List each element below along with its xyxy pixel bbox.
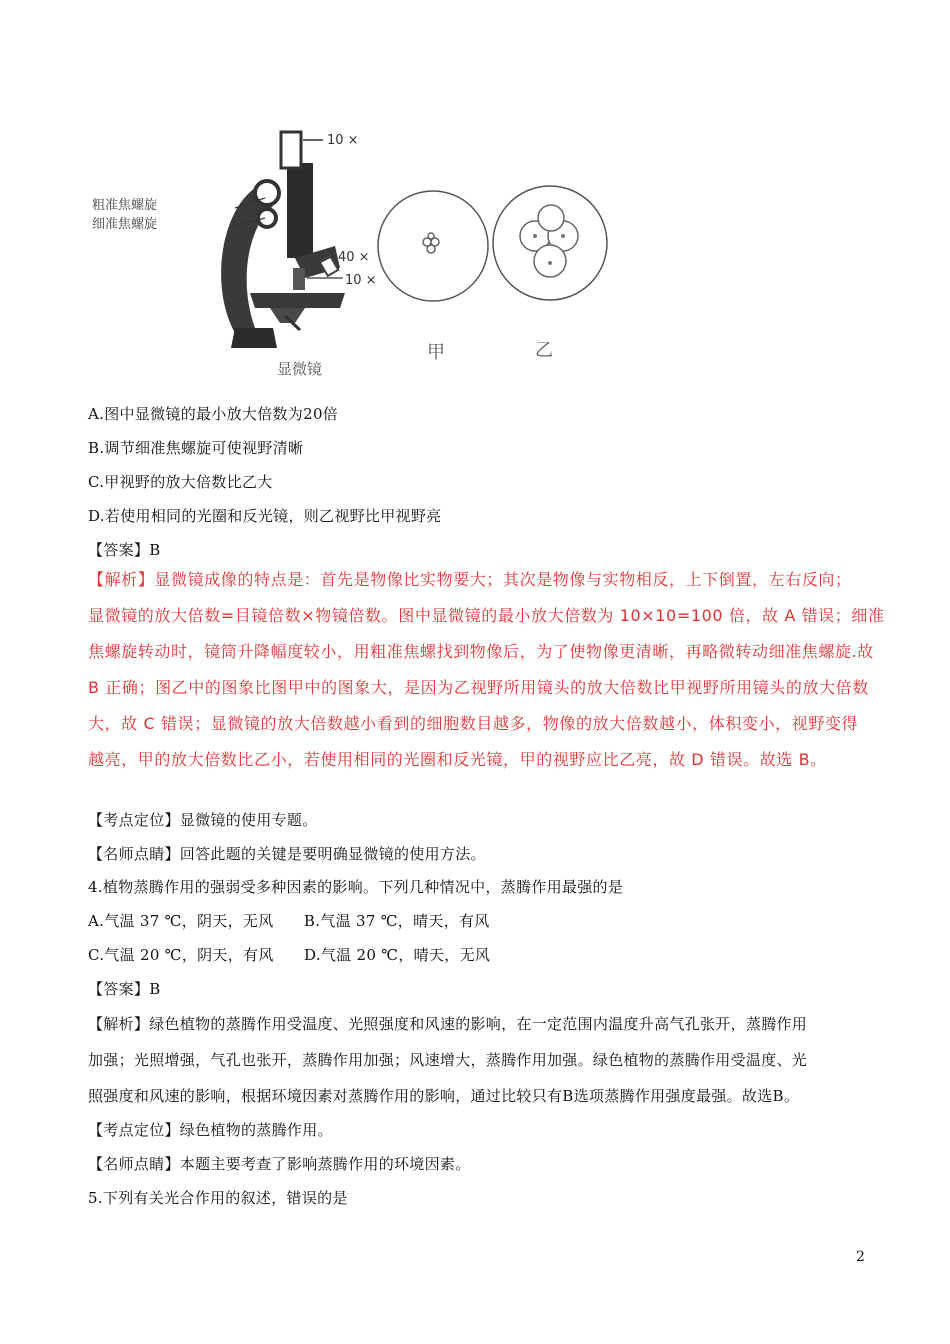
caption-field-b: 乙 (535, 340, 553, 361)
stage (250, 293, 345, 308)
q3-mingshi: 【名师点睛】回答此题的关键是要明确显微镜的使用方法。 (88, 845, 486, 863)
q3-analysis-line: 大，故 C 错误；显微镜的放大倍数越小看到的细胞数目越多，物像的放大倍数越小，体积变小，视野变得 (88, 714, 859, 733)
callout-objective-high: 40 × (338, 250, 370, 265)
microscope-figure-svg (195, 118, 615, 383)
q3-kaodian: 【考点定位】显微镜的使用专题。 (88, 811, 318, 829)
q4-stem: 4.植物蒸腾作用的强弱受多种因素的影响。下列几种情况中，蒸腾作用最强的是 (88, 878, 624, 896)
q4-analysis-line: 加强；光照增强，气孔也张开，蒸腾作用加强；风速增大，蒸腾作用加强。绿色植物的蒸腾作用受温度、光 (88, 1051, 808, 1069)
fine-knob (258, 209, 276, 227)
page-number: 2 (856, 1249, 865, 1265)
eyepiece (281, 132, 301, 168)
caption-microscope: 显微镜 (277, 360, 323, 378)
q3-option-a: A.图中显微镜的最小放大倍数为20倍 (88, 405, 339, 423)
microscope-base (231, 328, 277, 348)
q4-analysis-line: 【解析】绿色植物的蒸腾作用受温度、光照强度和风速的影响，在一定范围内温度升高气孔张开，蒸腾作用 (88, 1015, 808, 1033)
q3-answer: 【答案】B (88, 541, 161, 559)
coarse-knob (255, 181, 279, 205)
q3-analysis-line: 【解析】显微镜成像的特点是：首先是物像比实物要大；其次是物像与实物相反，上下倒置，左右反向； (88, 570, 852, 589)
q3-option-d: D.若使用相同的光圈和反光镜，则乙视野比甲视野亮 (88, 507, 442, 525)
q5-stem: 5.下列有关光合作用的叙述，错误的是 (88, 1189, 348, 1207)
label-coarse-knob: 粗准焦螺旋 (92, 198, 158, 213)
knob-labels (92, 196, 157, 234)
q3-analysis-line: 显微镜的放大倍数=目镜倍数×物镜倍数。图中显微镜的最小放大倍数为 10×10=100 倍，故 A 错误；细准 (88, 606, 885, 625)
q4-mingshi: 【名师点睛】本题主要考查了影响蒸腾作用的环境因素。 (88, 1155, 471, 1173)
q4-analysis-line: 照强度和风速的影响，根据环境因素对蒸腾作用的影响，通过比较只有B选项蒸腾作用强度最强。故选B。 (88, 1087, 800, 1105)
q3-analysis-line: B 正确；图乙中的图象比图甲中的图象大，是因为乙视野所用镜头的放大倍数比甲视野所用镜头的放大倍数 (88, 678, 869, 697)
callout-eyepiece: 10 × (327, 133, 359, 148)
stage-support (270, 308, 305, 323)
label-fine-knob: 细准焦螺旋 (92, 217, 158, 232)
q4-options-row2: C.气温 20 ℃，阴天，有风 D.气温 20 ℃，晴天，无风 (88, 946, 491, 964)
q4-answer: 【答案】B (88, 980, 161, 998)
q3-analysis-line: 焦螺旋转动时，镜筒升降幅度较小，用粗准焦螺找到物像后，为了使物像更清晰，再略微转动细准焦螺旋.故 (88, 642, 874, 661)
q3-option-c: C.甲视野的放大倍数比乙大 (88, 473, 273, 491)
caption-field-a: 甲 (427, 342, 445, 363)
callout-objective-low: 10 × (345, 273, 377, 288)
q3-option-b: B.调节细准焦螺旋可使视野清晰 (88, 439, 304, 457)
q4-options-row1: A.气温 37 ℃，阴天，无风 B.气温 37 ℃，晴天，有风 (88, 912, 490, 930)
q4-kaodian: 【考点定位】绿色植物的蒸腾作用。 (88, 1121, 333, 1139)
q3-analysis-line: 越亮，甲的放大倍数比乙小，若使用相同的光圈和反光镜，甲的视野应比乙亮，故 D 错误。故选 B。 (88, 750, 827, 769)
microscope-tube (287, 163, 313, 258)
objective-low (293, 268, 305, 290)
microscope-figure (195, 118, 615, 383)
